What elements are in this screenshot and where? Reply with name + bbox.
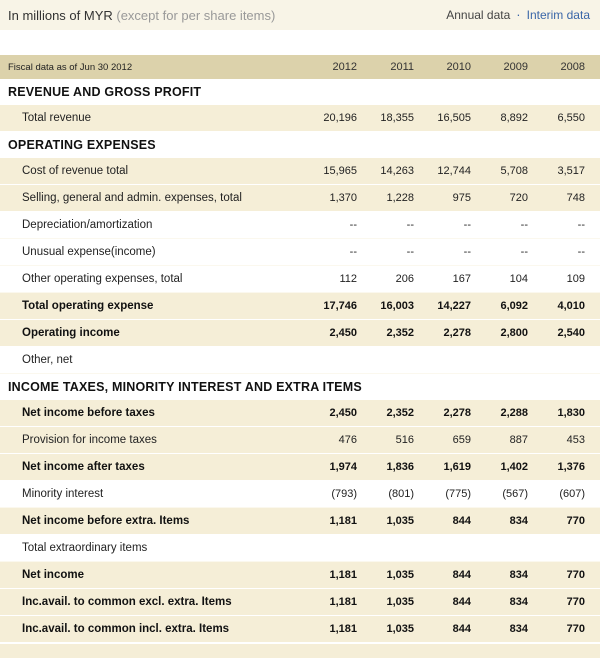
row-value: 4,010 [557,300,585,312]
table-row [0,454,600,481]
partial-row [0,643,600,658]
row-value: -- [406,219,414,231]
row-value: 2,450 [329,327,357,339]
section-header: OPERATING EXPENSES [0,132,600,158]
table-row [0,212,600,239]
row-value: 770 [566,596,585,608]
row-value: 844 [452,515,471,527]
row-value: -- [520,219,528,231]
table-row [0,616,600,643]
row-value: 516 [395,434,414,446]
row-label: Provision for income taxes [22,434,157,446]
row-value: 770 [566,623,585,635]
row-value: 1,974 [329,461,357,473]
row-value: 887 [509,434,528,446]
row-label: Other operating expenses, total [22,273,183,285]
row-label: Unusual expense(income) [22,246,156,258]
row-value: 5,708 [500,165,528,177]
row-label: Net income [22,569,84,581]
row-value: 16,003 [380,300,414,312]
year-column-header: 2012 [332,61,357,73]
row-value: 1,836 [386,461,414,473]
row-label: Inc.avail. to common excl. extra. Items [22,596,232,608]
row-value: 15,965 [323,165,357,177]
dot-separator-icon: · [516,7,521,22]
year-column-header: 2010 [446,61,471,73]
row-label: Depreciation/amortization [22,219,153,231]
row-value: 1,035 [386,623,414,635]
data-period-switcher [446,8,590,22]
row-value: (567) [502,488,528,500]
row-value: 770 [566,569,585,581]
table-row [0,239,600,266]
row-value: 112 [339,273,357,285]
row-value: 2,278 [443,407,471,419]
row-value: 2,450 [329,407,357,419]
row-label: Minority interest [22,488,104,500]
row-value: 844 [452,569,471,581]
units-subtitle: (except for per share items) [116,7,276,23]
row-value: -- [463,219,471,231]
units-title: In millions of MYR [8,7,113,23]
year-column-header: 2009 [503,61,528,73]
row-value: 17,746 [323,300,357,312]
table-row [0,105,600,132]
row-value: 2,278 [443,327,471,339]
row-value: 206 [395,273,414,285]
row-value: 844 [452,623,471,635]
row-value: 109 [566,273,585,285]
row-value: -- [406,246,414,258]
row-label: Selling, general and admin. expenses, total [22,192,242,204]
row-value: (607) [559,488,585,500]
row-value: 1,181 [329,623,357,635]
fiscal-data-label: Fiscal data as of Jun 30 2012 [8,61,133,73]
row-value: -- [577,219,585,231]
table-row [0,347,600,374]
row-value: 104 [509,273,528,285]
row-value: 1,228 [386,192,414,204]
row-value: 975 [452,192,471,204]
row-value: -- [577,246,585,258]
row-label: Cost of revenue total [22,165,129,177]
row-value: 3,517 [557,165,585,177]
table-row [0,185,600,212]
row-value: 834 [509,623,528,635]
row-value: 1,370 [329,192,357,204]
financial-table-body [0,79,600,643]
section-header: REVENUE AND GROSS PROFIT [0,79,600,105]
row-value: 844 [452,596,471,608]
row-value: 2,352 [386,407,414,419]
table-row [0,400,600,427]
units-toolbar [0,0,600,30]
row-label: Total operating expense [22,300,154,312]
topbar-gap [0,30,600,55]
table-row [0,158,600,185]
row-value: 1,181 [329,596,357,608]
row-value: -- [349,246,357,258]
row-value: 1,619 [443,461,471,473]
section-header: INCOME TAXES, MINORITY INTEREST AND EXTRA ITEMS [0,374,600,400]
row-value: 20,196 [323,112,357,124]
table-row [0,427,600,454]
row-label: Inc.avail. to common incl. extra. Items [22,623,230,635]
row-value: 14,227 [437,300,471,312]
year-column-header: 2011 [390,61,414,73]
row-value: 8,892 [500,112,528,124]
table-row [0,589,600,616]
row-value: 1,830 [557,407,585,419]
row-label: Other, net [22,354,73,366]
row-value: 1,181 [329,515,357,527]
row-label: Total revenue [22,112,92,124]
table-row [0,320,600,347]
table-row [0,266,600,293]
row-value: 476 [338,434,357,446]
interim-data-link[interactable]: Interim data [526,8,590,22]
row-value: 167 [452,273,471,285]
row-value: 770 [566,515,585,527]
row-value: -- [349,219,357,231]
row-value: 12,744 [437,165,471,177]
table-row [0,481,600,508]
row-value: (801) [388,488,414,500]
table-row [0,562,600,589]
row-label: Total extraordinary items [22,542,148,554]
row-value: 1,035 [386,569,414,581]
row-value: 18,355 [380,112,414,124]
row-value: 1,181 [329,569,357,581]
row-value: 6,092 [500,300,528,312]
row-value: 6,550 [557,112,585,124]
row-value: 748 [566,192,585,204]
row-value: 1,035 [386,515,414,527]
row-label: Net income before extra. Items [22,515,190,527]
row-value: 834 [509,515,528,527]
table-row [0,535,600,562]
row-value: 2,800 [500,327,528,339]
table-row [0,293,600,320]
annual-data-link[interactable]: Annual data [446,8,511,22]
row-value: 1,035 [386,596,414,608]
row-label: Operating income [22,327,120,339]
row-label: Net income after taxes [22,461,145,473]
row-value: 2,540 [557,327,585,339]
row-value: 2,288 [500,407,528,419]
row-value: 720 [509,192,528,204]
row-value: 1,402 [500,461,528,473]
year-column-header: 2008 [560,61,585,73]
row-label: Net income before taxes [22,407,155,419]
row-value: 453 [566,434,585,446]
table-header-row [0,55,600,79]
row-value: 834 [509,596,528,608]
row-value: 16,505 [437,112,471,124]
table-row [0,508,600,535]
row-value: 2,352 [386,327,414,339]
row-value: -- [463,246,471,258]
row-value: 14,263 [380,165,414,177]
row-value: (775) [445,488,471,500]
row-value: 659 [452,434,471,446]
row-value: (793) [331,488,357,500]
row-value: 834 [509,569,528,581]
units-label [8,8,275,23]
row-value: -- [520,246,528,258]
row-value: 1,376 [557,461,585,473]
